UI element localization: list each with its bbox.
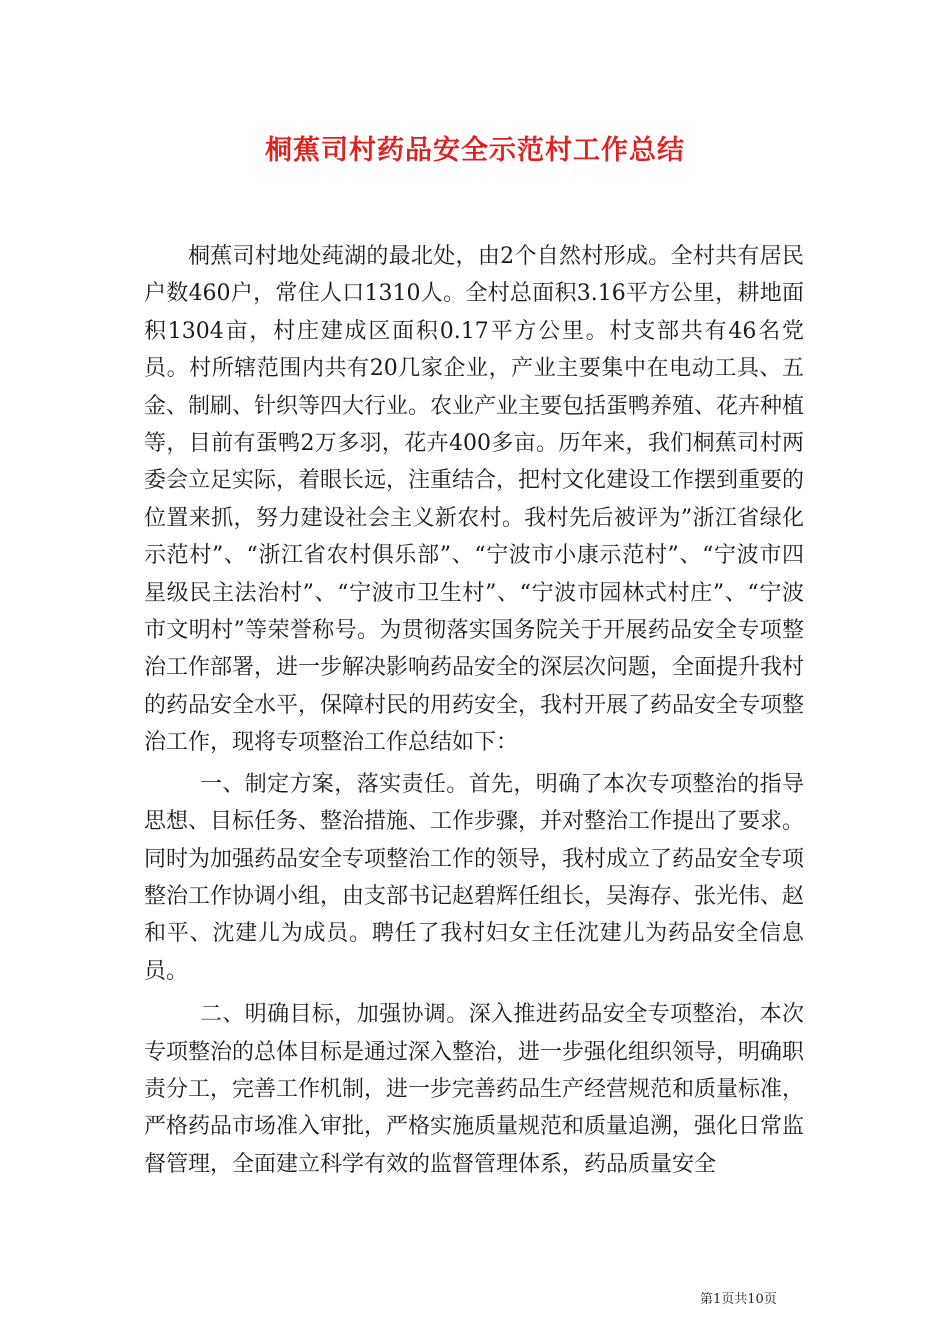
paragraph-section-1: 一、制定方案，落实责任。首先，明确了本次专项整治的指导思想、目标任务、整治措施、工作步骤，并对整治工作提出了要求。同时为加强药品安全专项整治工作的领导，我村成立了药品安全专项整治工作协调小组，由支部书记赵碧辉任组长，吴海存、张光伟、赵和平、沈建儿为成员。聘任了我村妇女主任沈建儿为药品安全信息员。 (144, 771, 805, 984)
paragraph-intro: 桐蕉司村地处莼湖的最北处，由2个自然村形成。全村共有居民户数460户，常住人口1310人。全村总面积3.16平方公里，耕地面积1304亩，村庄建成区面积0.17平方公里。村支部共有46名党员。村所辖范围内共有20几家企业，产业主要集中在电动工具、五金、制刷、针织等四大行业。农业产业主要包括蛋鸭养殖、花卉种植等，目前有蛋鸭2万多羽，花卉400多亩。历年来，我们桐蕉司村两委会立足实际，着眼长远，注重结合，把村文化建设工作摆到重要的位置来抓，努力建设社会主义新农村。我村先后被评为”浙江省绿化示范村”、“浙江省农村俱乐部”、“宁波市小康示范村”、“宁波市四星级民主法治村”、“宁波市卫生村”、“宁波市园林式村庄”、“宁波市文明村”等荣誉称号。为贯彻落实国务院关于开展药品安全专项整治工作部署，进一步解决影响药品安全的深层次问题，全面提升我村的药品安全水平，保障村民的用药安全，我村开展了药品安全专项整治工作，现将专项整治工作总结如下： (144, 244, 805, 756)
paragraph-section-2: 二、明确目标，加强协调。深入推进药品安全专项整治，本次专项整治的总体目标是通过深入整治，进一步强化组织领导，明确职责分工，完善工作机制，进一步完善药品生产经营规范和质量标准，严格药品市场准入审批，严格实施质量规范和质量追溯，强化日常监督管理，全面建立科学有效的监督管理体系，药品质量安全 (144, 1002, 805, 1177)
document-title: 桐蕉司村药品安全示范村工作总结 (265, 135, 685, 166)
page-number-footer: 第1页共10页 (700, 1292, 777, 1307)
document-body (144, 238, 804, 1183)
